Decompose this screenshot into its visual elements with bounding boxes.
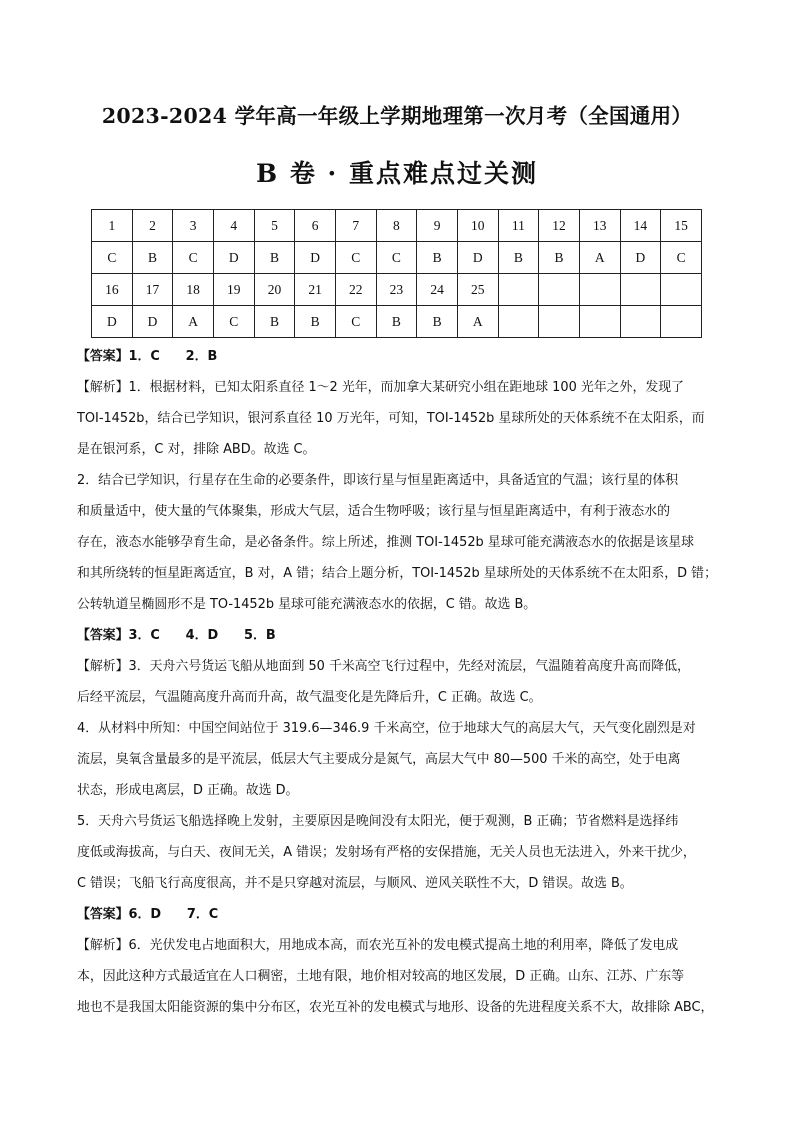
answer-cell: C — [335, 242, 376, 274]
answer-cell: B — [376, 306, 417, 338]
answer-cell: B — [417, 242, 458, 274]
answer-cell: C — [376, 242, 417, 274]
explanation-line: 4．从材料中所知：中国空间站位于 319.6—346.9 千米高空，位于地球大气的高层大气，天气变化剧烈是对 — [77, 721, 696, 736]
question-number-cell: 22 — [335, 274, 376, 306]
answer-line: 【答案】6．D 7．C — [77, 907, 219, 922]
answer-cell: B — [417, 306, 458, 338]
answer-cell: A — [173, 306, 214, 338]
answer-cell: D — [132, 306, 173, 338]
answer-cell: B — [539, 242, 580, 274]
answer-cell — [620, 306, 661, 338]
explanation-line: 度低或海拔高，与白天、夜间无关，A 错误；发射场有严格的安保措施，无关人员也无法进入，外来干扰少， — [77, 845, 696, 860]
question-number-cell: 10 — [457, 210, 498, 242]
question-number-cell: 6 — [295, 210, 336, 242]
explanation-line: 状态，形成电离层，D 正确。故选 D。 — [77, 783, 299, 798]
explanation-line: C 错误；飞船飞行高度很高，并不是只穿越对流层，与顺风、逆风关联性不大，D 错误。故选 B。 — [77, 876, 633, 891]
question-number-row — [92, 210, 702, 242]
answer-line: 【答案】1．C 2．B — [77, 349, 218, 364]
answer-cell: B — [498, 242, 539, 274]
question-number-cell: 18 — [173, 274, 214, 306]
explanation-line: 后经平流层，气温随高度升高而升高，故气温变化是先降后升，C 正确。故选 C。 — [77, 690, 542, 705]
answer-cell: B — [254, 242, 295, 274]
answer-cell: C — [661, 242, 702, 274]
answer-cell: B — [295, 306, 336, 338]
question-number-cell: 19 — [213, 274, 254, 306]
answer-cell — [539, 306, 580, 338]
answer-cell: D — [457, 242, 498, 274]
question-number-cell: 25 — [457, 274, 498, 306]
question-number-cell: 7 — [335, 210, 376, 242]
answer-explanations — [77, 341, 723, 1023]
question-number-cell — [539, 274, 580, 306]
question-number-cell: 3 — [173, 210, 214, 242]
explanation-line: 【解析】1．根据材料，已知太阳系直径 1～2 光年，而加拿大某研究小组在距地球 100 光年之外，发现了 — [77, 380, 685, 395]
question-number-cell: 1 — [92, 210, 133, 242]
question-number-cell: 13 — [579, 210, 620, 242]
answer-cell: C — [335, 306, 376, 338]
answer-cell: C — [213, 306, 254, 338]
question-number-cell: 24 — [417, 274, 458, 306]
explanation-line: 本，因此这种方式最适宜在人口稠密，土地有限，地价相对较高的地区发展，D 正确。山东、江苏、广东等 — [77, 969, 684, 984]
answer-cell: D — [295, 242, 336, 274]
explanation-line: 流层，臭氧含量最多的是平流层，低层大气主要成分是氮气，高层大气中 80—500 千米的高空，处于电离 — [77, 752, 681, 767]
answer-cell: B — [132, 242, 173, 274]
answer-cell: B — [254, 306, 295, 338]
question-number-cell: 21 — [295, 274, 336, 306]
explanation-line: 是在银河系，C 对，排除 ABD。故选 C。 — [77, 442, 316, 457]
answer-cell: D — [620, 242, 661, 274]
question-number-cell — [620, 274, 661, 306]
question-number-cell — [661, 274, 702, 306]
explanation-line: TOI-1452b，结合已学知识，银河系直径 10 万光年，可知，TOI-1452b 星球所处的天体系统不在太阳系，而 — [77, 411, 705, 426]
question-number-row — [92, 274, 702, 306]
question-number-cell: 5 — [254, 210, 295, 242]
explanation-line: 【解析】6．光伏发电占地面积大，用地成本高，而农光互补的发电模式提高土地的利用率，降低了发电成 — [77, 938, 679, 953]
question-number-cell — [498, 274, 539, 306]
question-number-cell: 17 — [132, 274, 173, 306]
answer-cell — [661, 306, 702, 338]
answer-row — [92, 306, 702, 338]
explanation-line: 5．天舟六号货运飞船选择晚上发射，主要原因是晚间没有太阳光，便于观测，B 正确；节省燃料是选择纬 — [77, 814, 679, 829]
question-number-cell: 11 — [498, 210, 539, 242]
explanation-line: 2．结合已学知识，行星存在生命的必要条件，即该行星与恒星距离适中，具备适宜的气温；该行星的体积 — [77, 473, 679, 488]
question-number-cell: 4 — [213, 210, 254, 242]
explanation-line: 地也不是我国太阳能资源的集中分布区，农光互补的发电模式与地形、设备的先进程度关系不大，故排除 ABC， — [77, 1000, 714, 1015]
question-number-cell: 15 — [661, 210, 702, 242]
answer-cell — [498, 306, 539, 338]
explanation-line: 【解析】3．天舟六号货运飞船从地面到 50 千米高空飞行过程中，先经对流层，气温随着高度升高而降低， — [77, 659, 690, 674]
explanation-line: 存在，液态水能够孕育生命，是必备条件。综上所述，推测 TOI-1452b 星球可能充满液态水的依据是该星球 — [77, 535, 695, 550]
answer-cell — [579, 306, 620, 338]
question-number-cell: 20 — [254, 274, 295, 306]
answer-cell: D — [213, 242, 254, 274]
question-number-cell: 12 — [539, 210, 580, 242]
question-number-cell: 23 — [376, 274, 417, 306]
answer-cell: A — [579, 242, 620, 274]
question-number-cell — [579, 274, 620, 306]
question-number-cell: 8 — [376, 210, 417, 242]
answer-row — [92, 242, 702, 274]
answer-cell: D — [92, 306, 133, 338]
answer-cell: C — [92, 242, 133, 274]
explanation-line: 和质量适中，使大量的气体聚集，形成大气层，适合生物呼吸；该行星与恒星距离适中，有利于液态水的 — [77, 504, 670, 519]
question-number-cell: 2 — [132, 210, 173, 242]
page-subtitle: B 卷 · 重点难点过关测 — [256, 159, 538, 188]
answer-line: 【答案】3．C 4．D 5．B — [77, 628, 276, 643]
question-number-cell: 16 — [92, 274, 133, 306]
answer-cell: A — [457, 306, 498, 338]
explanation-line: 和其所绕转的恒星距离适宜，B 对，A 错；结合上题分析，TOI-1452b 星球所处的天体系统不在太阳系，D 错； — [77, 566, 717, 581]
answer-table — [91, 209, 702, 338]
page-title: 2023-2024 学年高一年级上学期地理第一次月考（全国通用） — [101, 104, 693, 128]
explanation-line: 公转轨道呈椭圆形不是 TO-1452b 星球可能充满液态水的依据，C 错。故选 B。 — [77, 597, 537, 612]
question-number-cell: 9 — [417, 210, 458, 242]
answer-cell: C — [173, 242, 214, 274]
question-number-cell: 14 — [620, 210, 661, 242]
